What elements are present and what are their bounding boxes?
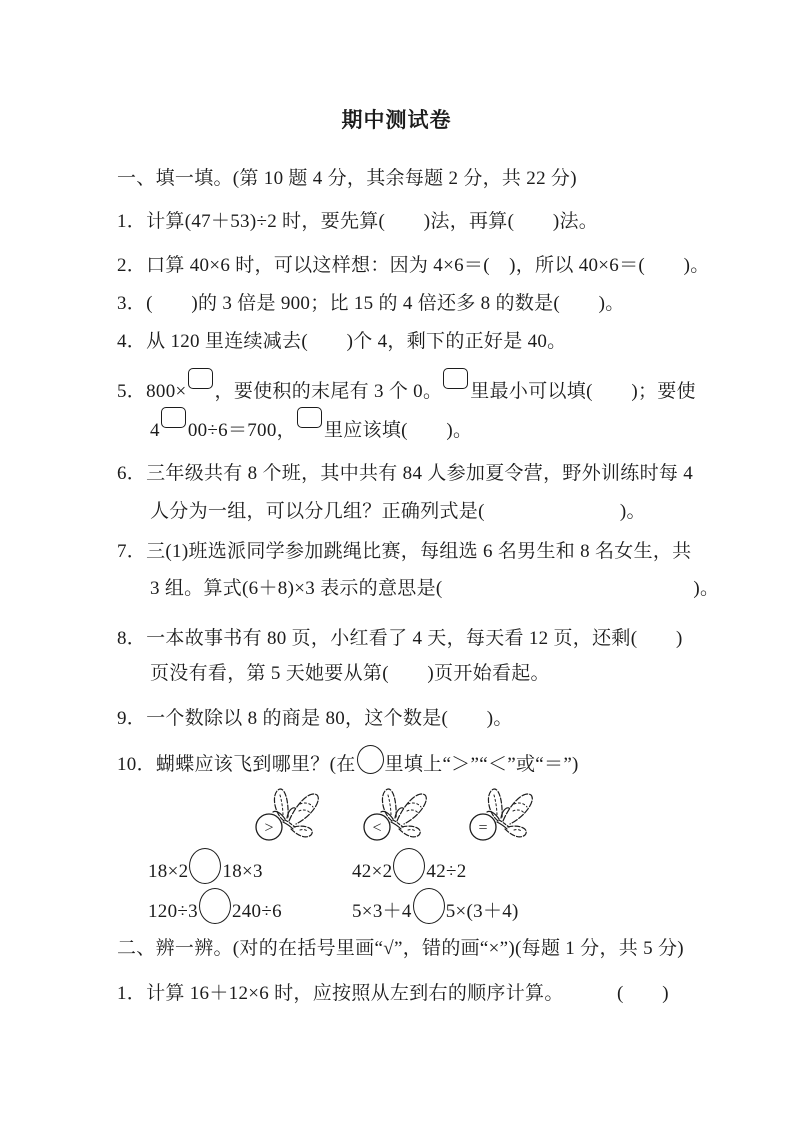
question-8-line-1 bbox=[117, 626, 683, 652]
comparison-right: 5×(3＋4) bbox=[445, 901, 519, 922]
butterfly-symbol: < bbox=[372, 819, 382, 837]
question-9-number: 9． bbox=[117, 708, 147, 729]
question-number: 1． bbox=[117, 983, 147, 1004]
question-5-text: 里最小可以填( )；要使 bbox=[470, 381, 696, 402]
comparison-pair-3 bbox=[148, 888, 282, 925]
butterfly-icon bbox=[360, 781, 434, 843]
answer-box-icon bbox=[188, 368, 213, 389]
question-5-line-2 bbox=[150, 407, 472, 444]
question-5-number: 5． bbox=[117, 381, 147, 402]
comparison-right: 18×3 bbox=[222, 861, 263, 882]
question-7-text: 三(1)班选派同学参加跳绳比赛，每组选 6 名男生和 8 名女生，共 bbox=[146, 541, 692, 562]
question-8-text: 一本故事书有 80 页，小红看了 4 天，每天看 12 页，还剩( ) bbox=[146, 628, 683, 649]
butterfly-icon bbox=[466, 781, 540, 843]
question-6-text: 三年级共有 8 个班，其中共有 84 人参加夏令营，野外训练时每 4 bbox=[146, 463, 694, 484]
comparison-right: 42÷2 bbox=[426, 861, 467, 882]
question-10-text: 里填上“＞”“＜”或“＝”) bbox=[384, 754, 579, 775]
exam-title: 期中测试卷 bbox=[341, 108, 452, 132]
question-5-line-1 bbox=[117, 368, 696, 405]
question-7-line-2: 3 组。算式(6＋8)×3 表示的意思是( )。 bbox=[150, 578, 720, 599]
question-3-number: 3． bbox=[117, 293, 147, 314]
section-2-heading: 二、辨一辨。(对的在括号里画“√”，错的画“×”)(每题 1 分，共 5 分) bbox=[117, 938, 684, 959]
question-4 bbox=[117, 329, 566, 355]
question-5-text: ，要使积的末尾有 3 个 0。 bbox=[214, 381, 443, 402]
question-6-line-2: 人分为一组，可以分几组？正确列式是( )。 bbox=[150, 501, 646, 522]
comparison-pair-4 bbox=[352, 888, 519, 925]
butterfly-icon bbox=[252, 781, 326, 843]
section-1-heading: 一、填一填。(第 10 题 4 分，其余每题 2 分，共 22 分) bbox=[117, 168, 577, 189]
question-10-number: 10． bbox=[117, 754, 156, 775]
comparison-right: 240÷6 bbox=[231, 901, 282, 922]
question-7-number: 7． bbox=[117, 541, 147, 562]
question-1 bbox=[117, 209, 598, 235]
comparison-left: 18×2 bbox=[148, 861, 189, 882]
comparison-left: 5×3＋4 bbox=[352, 901, 412, 922]
question-5-text: 里应该填( )。 bbox=[323, 420, 473, 441]
question-text: 计算 16＋12×6 时，应按照从左到右的顺序计算。 bbox=[146, 983, 564, 1004]
question-2-number: 2． bbox=[117, 255, 147, 276]
question-6-line-1 bbox=[117, 461, 693, 487]
question-3 bbox=[117, 291, 625, 317]
question-2-text: 口算 40×6 时，可以这样想：因为 4×6＝( )，所以 40×6＝( )。 bbox=[146, 255, 710, 276]
question-5-text: 00÷6＝700， bbox=[187, 420, 296, 441]
question-3-text: ( )的 3 倍是 900；比 15 的 4 倍还多 8 的数是( )。 bbox=[146, 293, 625, 314]
comparison-left: 120÷3 bbox=[148, 901, 198, 922]
butterfly-symbol: = bbox=[478, 819, 488, 837]
comparison-circle-icon bbox=[189, 848, 221, 884]
question-5-text: 800× bbox=[146, 381, 187, 402]
comparison-pair-2 bbox=[352, 848, 467, 885]
butterfly-symbol: > bbox=[264, 819, 274, 837]
question-9 bbox=[117, 706, 513, 732]
answer-box-icon bbox=[443, 368, 468, 389]
question-4-text: 从 120 里连续减去( )个 4，剩下的正好是 40。 bbox=[146, 331, 567, 352]
answer-box-icon bbox=[297, 407, 322, 428]
comparison-left: 42×2 bbox=[352, 861, 393, 882]
comparison-circle-icon bbox=[393, 848, 425, 884]
question-1-number: 1． bbox=[117, 211, 147, 232]
question-2 bbox=[117, 253, 710, 279]
question-8-line-2: 页没有看，第 5 天她要从第( )页开始看起。 bbox=[150, 663, 550, 684]
answer-box-icon bbox=[161, 407, 186, 428]
comparison-pair-1 bbox=[148, 848, 263, 885]
question-8-number: 8． bbox=[117, 628, 147, 649]
question-10 bbox=[117, 745, 579, 778]
question-5-text: 4 bbox=[150, 420, 160, 441]
question-10-text: 蝴蝶应该飞到哪里？(在 bbox=[155, 754, 356, 775]
question-1-text: 计算(47＋53)÷2 时，要先算( )法，再算( )法。 bbox=[146, 211, 599, 232]
question-4-number: 4． bbox=[117, 331, 147, 352]
question-6-number: 6． bbox=[117, 463, 147, 484]
question-9-text: 一个数除以 8 的商是 80，这个数是( )。 bbox=[146, 708, 513, 729]
comparison-circle-icon bbox=[199, 888, 231, 924]
answer-circle-icon bbox=[357, 745, 384, 774]
question-7-line-1 bbox=[117, 539, 691, 565]
answer-brackets: ( ) bbox=[617, 983, 669, 1004]
comparison-circle-icon bbox=[413, 888, 445, 924]
section-2-question-1 bbox=[117, 981, 717, 1007]
